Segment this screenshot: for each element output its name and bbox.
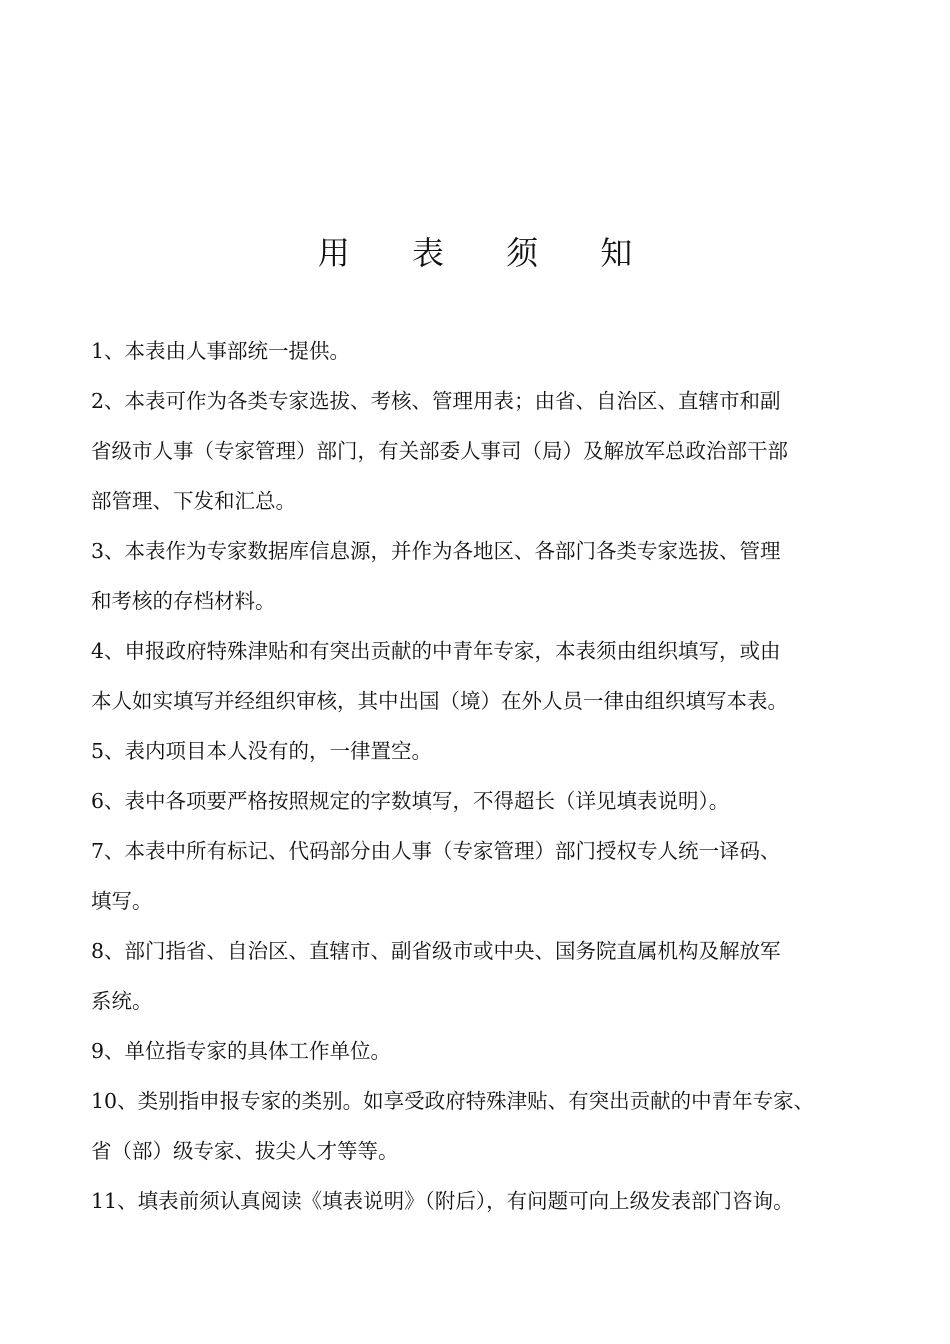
note-line: 3、本表作为专家数据库信息源，并作为各地区、各部门各类专家选拔、管理 <box>91 539 781 563</box>
note-line: 系统。 <box>91 989 153 1013</box>
note-line: 11、填表前须认真阅读《填表说明》（附后），有问题可向上级发表部门咨询。 <box>91 1189 794 1213</box>
note-line: 8、部门指省、自治区、直辖市、副省级市或中央、国务院直属机构及解放军 <box>91 939 781 963</box>
note-line: 省级市人事（专家管理）部门，有关部委人事司（局）及解放军总政治部干部 <box>91 439 788 463</box>
note-line: 填写。 <box>91 889 153 913</box>
note-line: 10、类别指申报专家的类别。如享受政府特殊津贴、有突出贡献的中青年专家、 <box>91 1089 815 1113</box>
note-line: 和考核的存档材料。 <box>91 589 276 613</box>
page-title: 用 表 须 知 <box>317 234 659 272</box>
note-line: 本人如实填写并经组织审核，其中出国（境）在外人员一律由组织填写本表。 <box>91 689 788 713</box>
note-line: 省（部）级专家、拔尖人才等等。 <box>91 1139 399 1163</box>
note-line: 7、本表中所有标记、代码部分由人事（专家管理）部门授权专人统一译码、 <box>91 839 781 863</box>
note-line: 9、单位指专家的具体工作单位。 <box>91 1039 392 1063</box>
note-line: 2、本表可作为各类专家选拔、考核、管理用表；由省、自治区、直辖市和副 <box>91 389 781 413</box>
note-line: 5、表内项目本人没有的，一律置空。 <box>91 739 433 763</box>
note-line: 部管理、下发和汇总。 <box>91 489 296 513</box>
note-line: 6、表中各项要严格按照规定的字数填写，不得超长（详见填表说明）。 <box>91 789 730 813</box>
notes-list <box>91 326 881 1226</box>
note-line: 4、申报政府特殊津贴和有突出贡献的中青年专家，本表须由组织填写，或由 <box>91 639 781 663</box>
note-line: 1、本表由人事部统一提供。 <box>91 339 351 363</box>
